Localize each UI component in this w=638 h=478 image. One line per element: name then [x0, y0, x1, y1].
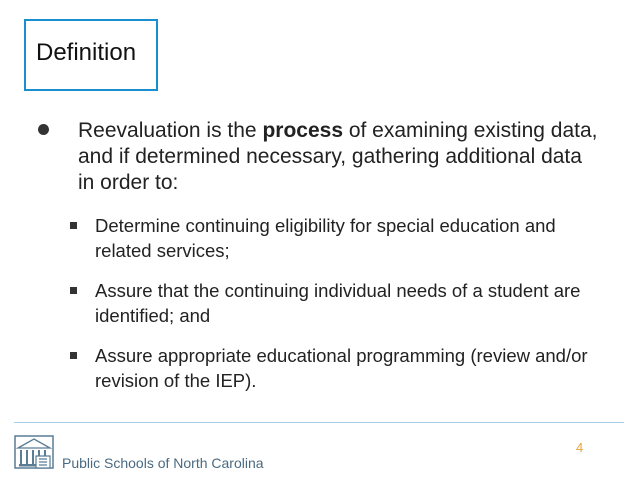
main-bullet-text [78, 118, 598, 196]
sub-bullet-list [62, 213, 602, 408]
main-bullet-suffix: of examining existing data, and if determined necessary, gathering additional data in order to: [78, 119, 598, 194]
main-bullet [38, 118, 598, 196]
slide-title-box [24, 19, 158, 91]
sub-bullet-text: Assure that the continuing individual needs of a student are identified; and [95, 280, 581, 326]
square-bullet-icon [70, 222, 77, 229]
page-number: 4 [576, 440, 584, 455]
main-bullet-prefix: Reevaluation is the [78, 119, 263, 142]
slide-title: Definition [36, 39, 137, 66]
round-bullet-icon [38, 124, 49, 135]
square-bullet-icon [70, 352, 77, 359]
organization-name: Public Schools of North Carolina [62, 455, 264, 471]
sub-bullet-text: Determine continuing eligibility for special education and related services; [95, 215, 556, 261]
square-bullet-icon [70, 287, 77, 294]
sub-bullet-item [62, 343, 602, 393]
footer-divider [14, 422, 624, 423]
dpi-building-logo-icon [14, 434, 54, 470]
main-bullet-bold: process [262, 119, 343, 142]
sub-bullet-item [62, 213, 602, 263]
sub-bullet-text: Assure appropriate educational programming (review and/or revision of the IEP). [95, 345, 588, 391]
sub-bullet-item [62, 278, 602, 328]
